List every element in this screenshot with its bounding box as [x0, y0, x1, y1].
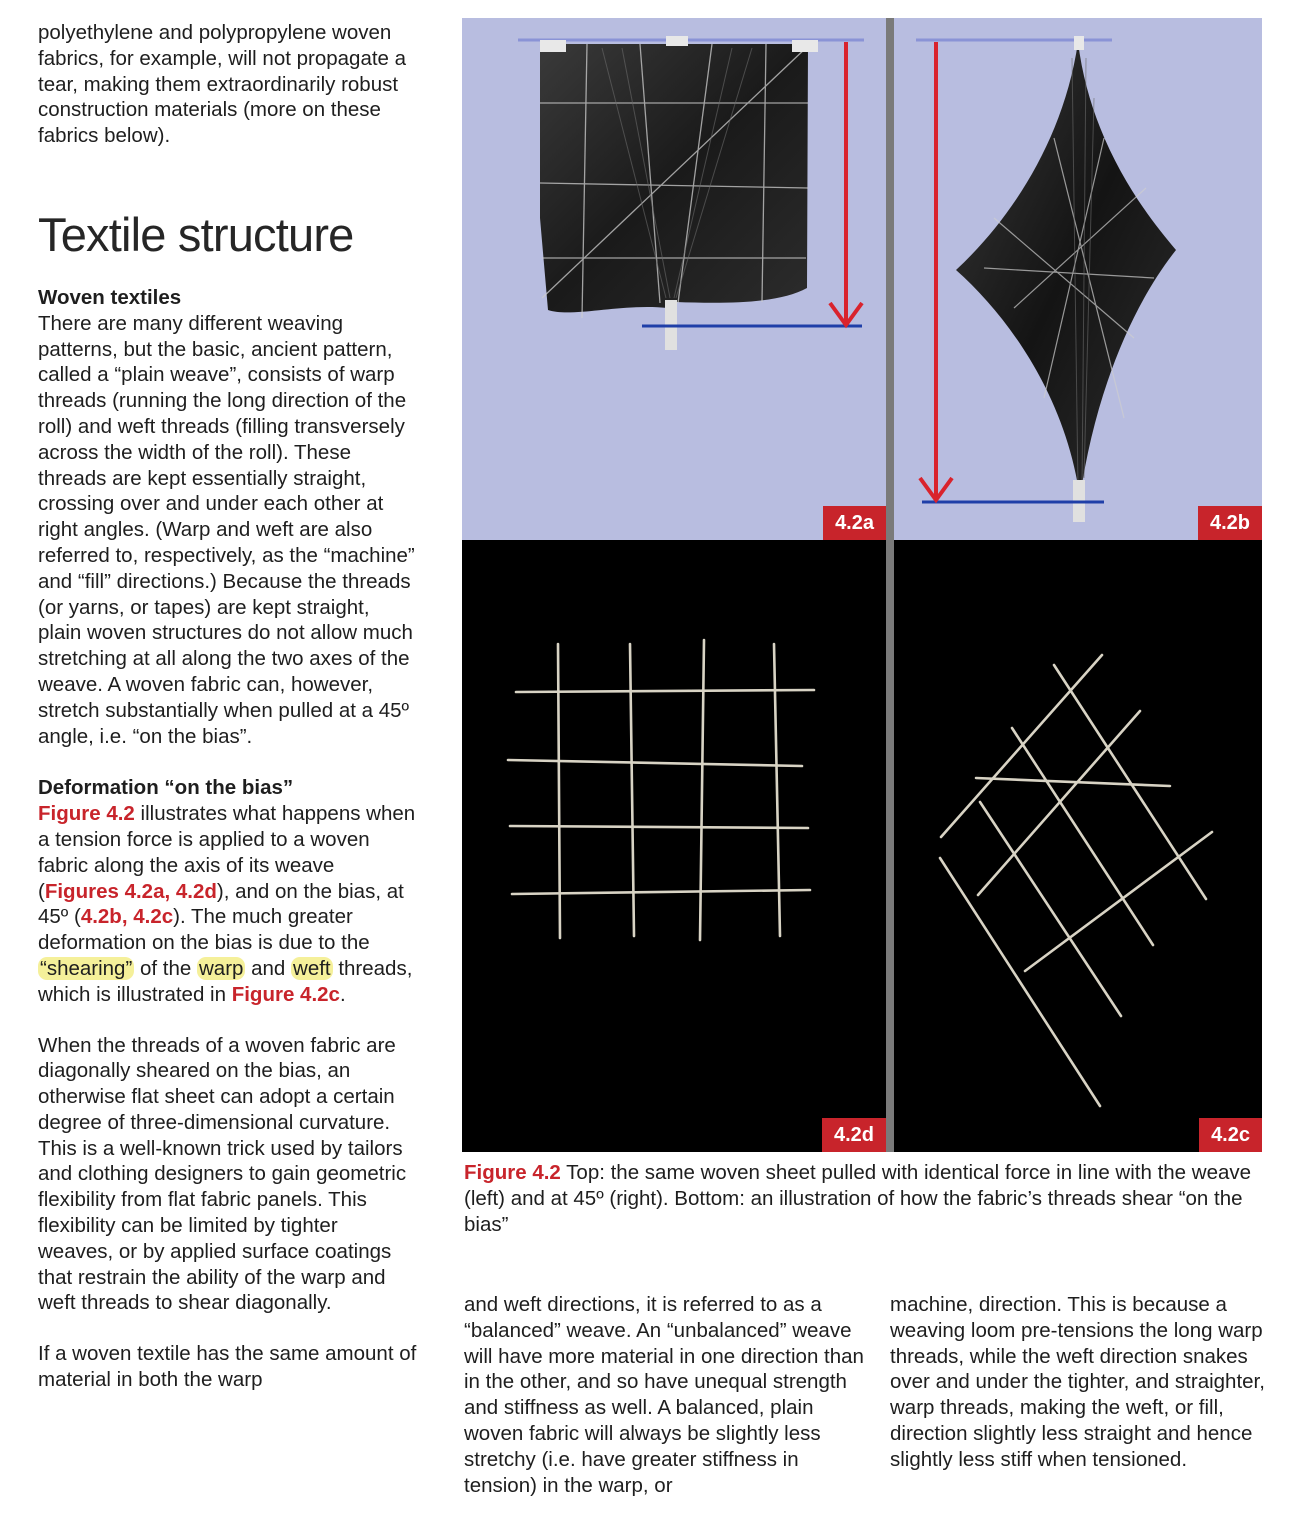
figure-ref-link[interactable]: 4.2b — [80, 905, 122, 929]
label-4-2d: 4.2d — [822, 1118, 886, 1152]
label-4-2b: 4.2b — [1198, 506, 1262, 540]
figure-caption: Figure 4.2 Top: the same woven sheet pulled with identical force in line with the weave (left) and at 45º (right). Bottom: an illustration of how the fabric’s threads shear “on the bias” — [464, 1161, 1252, 1236]
left-column — [38, 20, 418, 1393]
subheading-woven: Woven textiles — [38, 285, 182, 309]
panel-4-2c — [894, 540, 1262, 1152]
section-heading: Textile structure — [38, 207, 354, 261]
right-paragraph: machine, direction. This is because a weaving loom pre-tensions the long warp threads, while the weft direction snakes over and under the tighter, and straighter, warp threads, making the weft, or fill, direction slightly less straight and hence slightly less stiff when tensioned. — [890, 1293, 1265, 1471]
middle-paragraph: and weft directions, it is referred to as a “balanced” weave. An “unbalanced” weave will have more material in one direction than in the other, and so have unequal strength and stiffness as well. A balanced, plain woven fabric will always be slightly less stretchy (i.e. have greater stiffness in tension) in the warp, or — [464, 1293, 864, 1497]
highlight-warp: warp — [198, 956, 244, 980]
intro-paragraph: polyethylene and polypropylene woven fabrics, for example, will not propagate a tear, making them extraordinarily robust construction materials (more on these fabrics below). — [38, 21, 407, 148]
panel-4-2b — [894, 18, 1262, 540]
figure-4-2 — [462, 18, 1262, 1152]
balanced-paragraph-start: If a woven textile has the same amount of material in both the warp — [38, 1342, 417, 1392]
right-column — [890, 1292, 1280, 1473]
figure-ref-link[interactable]: Figures 4.2a — [44, 879, 165, 903]
label-4-2c: 4.2c — [1199, 1118, 1262, 1152]
bias-paragraph: Figure 4.2 illustrates what happens when a tension force is applied to a woven fabric along the axis of its weave (Figures 4.2a, 4.2d), and on the bias, at 45º (4.2b, 4.2c). The much greater deformation on the bias is due to the “shearing” of the warp and weft threads, which is illustrated in Figure 4.2c. — [38, 802, 416, 1006]
highlight-shearing: “shearing” — [40, 956, 133, 980]
fabric-pulled-on-bias-image — [894, 18, 1262, 540]
caption-figure-ref: Figure 4.2 — [464, 1161, 561, 1184]
highlight-weft: weft — [293, 956, 331, 980]
panel-4-2a — [462, 18, 886, 540]
label-4-2a: 4.2a — [823, 506, 886, 540]
subheading-bias: Deformation “on the bias” — [38, 776, 294, 800]
figure-ref-link[interactable]: Figure 4.2 — [38, 802, 135, 826]
panel-4-2d — [462, 540, 886, 1152]
woven-paragraph: There are many different weaving patterns, but the basic, ancient pattern, called a “plain weave”, consists of warp threads (running the long direction of the roll) and weft threads (filling transversely across the width of the roll). These threads are kept essentially straight, crossing over and under each other at right angles. (Warp and weft are also referred to, respectively, as the “machine” and “fill” directions.) Because the threads (or yarns, or tapes) are kept straight, plain woven structures do not allow much stretching at all along the two axes of the weave. A woven fabric can, however, stretch substantially when pulled at a 45º angle, i.e. “on the bias”. — [38, 311, 415, 748]
square-thread-grid-image — [462, 540, 886, 1152]
fabric-pulled-along-weave-image — [462, 18, 886, 540]
figure-ref-link[interactable]: Figure 4.2c — [231, 982, 340, 1006]
shear-paragraph: When the threads of a woven fabric are diagonally sheared on the bias, an otherwise flat sheet can adopt a certain degree of three-dimensional curvature. This is a well-known trick used by tailors and clothing designers to gain geometric flexibility from flat fabric panels. This flexibility can be limited by tighter weaves, or by applied surface coatings that restrain the ability of the warp and weft threads to shear diagonally. — [38, 1033, 407, 1315]
figure-ref-link[interactable]: 4.2d — [175, 879, 217, 903]
figure-ref-link[interactable]: 4.2c — [133, 905, 174, 929]
sheared-thread-grid-image — [894, 540, 1262, 1152]
middle-column — [464, 1292, 864, 1498]
